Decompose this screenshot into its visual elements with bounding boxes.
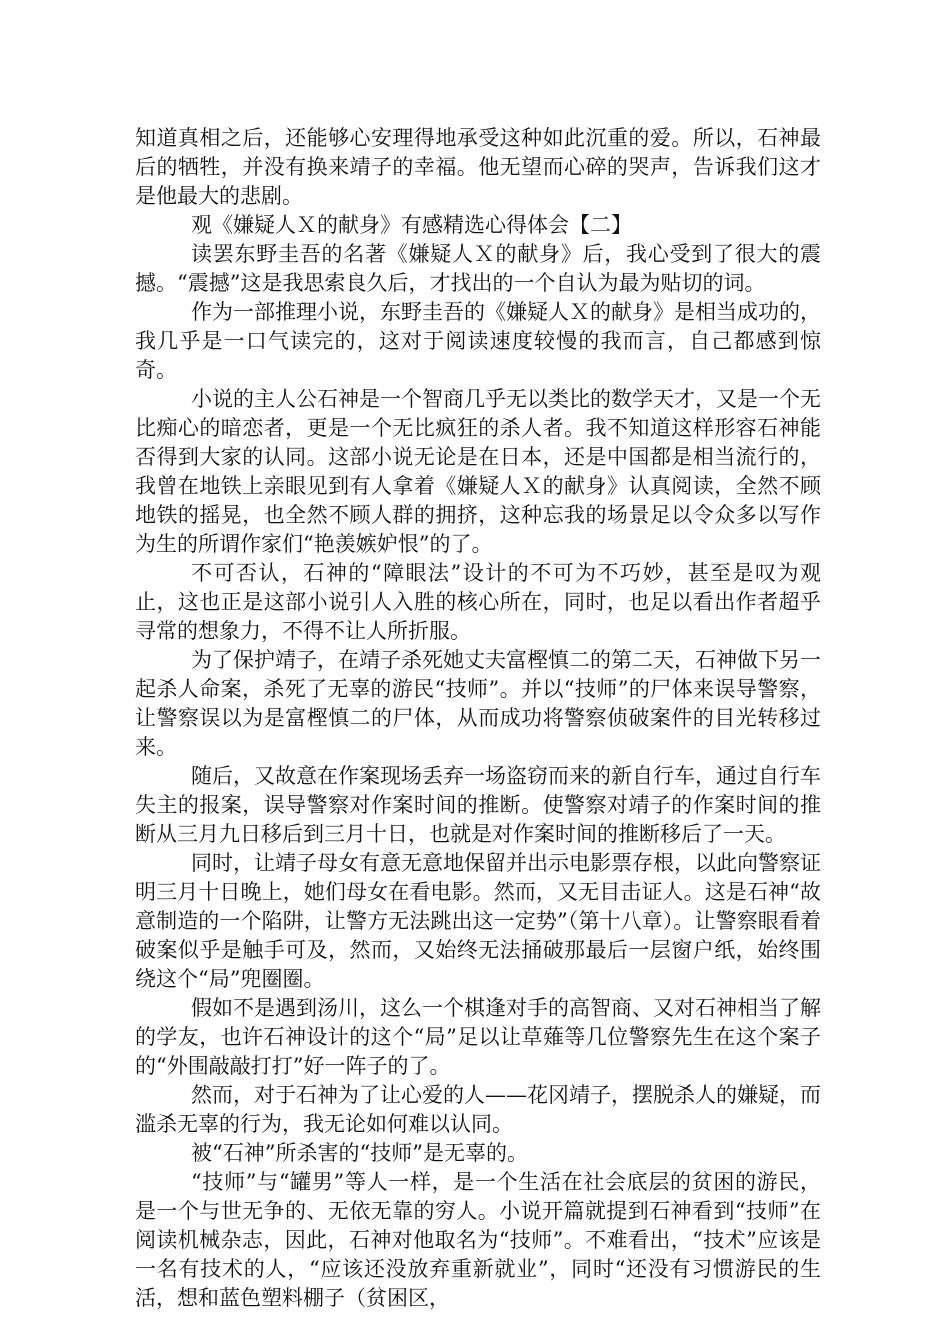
section-heading: 观《嫌疑人Ｘ的献身》有感精选心得体会【二】 bbox=[191, 213, 632, 237]
paragraph-13: “技师”与“罐男”等人一样，是一个生活在社会底层的贫困的游民，是一个与世无争的、无依无靠的穷人。小说开篇就提到石神看到“技师”在阅读机械杂志，因此，石神对他取名为“技师”。不难看出，“技术”应该是一名有技术的人，“应该还没放弃重新就业”，同时“还没有习惯游民的生活，想和蓝色塑料棚子（贫困区， bbox=[135, 1170, 821, 1310]
paragraph-4: 作为一部推理小说，东野圭吾的《嫌疑人Ｘ的献身》是相当成功的，我几乎是一口气读完的，这对于阅读速度较慢的我而言，自己都感到惊奇。 bbox=[135, 300, 821, 382]
paragraph-10: 假如不是遇到汤川，这么一个棋逢对手的高智商、又对石神相当了解的学友，也许石神设计的这个“局”足以让草薙等几位警察先生在这个案子的“外围敲敲打打”好一阵子的了。 bbox=[135, 996, 821, 1078]
paragraph-8: 随后，又故意在作案现场丢弃一场盗窃而来的新自行车，通过自行车失主的报案，误导警察对作案时间的推断。使警察对靖子的作案时间的推断从三月九日移后到三月十日，也就是对作案时间的推断移后了一天。 bbox=[135, 764, 821, 846]
paragraph-11: 然而，对于石神为了让心爱的人——花冈靖子，摆脱杀人的嫌疑，而滥杀无辜的行为，我无论如何难以认同。 bbox=[135, 1083, 821, 1136]
paragraph-1: 知道真相之后，还能够心安理得地承受这种如此沉重的爱。所以，石神最后的牺牲，并没有换来靖子的幸福。他无望而心碎的哭声，告诉我们这才是他最大的悲剧。 bbox=[135, 126, 821, 208]
paragraph-7: 为了保护靖子，在靖子杀死她丈夫富樫慎二的第二天，石神做下另一起杀人命案，杀死了无辜的游民“技师”。并以“技师”的尸体来误导警察，让警察误以为是富樫慎二的尸体，从而成功将警察侦破案件的目光转移过来。 bbox=[135, 648, 821, 759]
paragraph-6: 不可否认，石神的“障眼法”设计的不可为不巧妙，甚至是叹为观止，这也正是这部小说引人入胜的核心所在，同时，也足以看出作者超乎寻常的想象力，不得不让人所折服。 bbox=[135, 561, 821, 643]
paragraph-5: 小说的主人公石神是一个智商几乎无以类比的数学天才，又是一个无比痴心的暗恋者，更是一个无比疯狂的杀人者。我不知道这样形容石神能否得到大家的认同。这部小说无论是在日本，还是中国都是相当流行的，我曾在地铁上亲眼见到有人拿着《嫌疑人Ｘ的献身》认真阅读，全然不顾地铁的摇晃，也全然不顾人群的拥挤，这种忘我的场景足以令众多以写作为生的所谓作家们“艳羡嫉妒恨”的了。 bbox=[135, 387, 821, 556]
paragraph-3: 读罢东野圭吾的名著《嫌疑人Ｘ的献身》后，我心受到了很大的震撼。“震撼”这是我思索良久后，才找出的一个自认为最为贴切的词。 bbox=[135, 242, 821, 295]
paragraph-12: 被“石神”所杀害的“技师”是无辜的。 bbox=[191, 1141, 528, 1165]
paragraph-9: 同时，让靖子母女有意无意地保留并出示电影票存根，以此向警察证明三月十日晚上，她们母女在看电影。然而，又无目击证人。这是石神“故意制造的一个陷阱，让警方无法跳出这一定势”（第十八章）。让警察眼看着破案似乎是触手可及，然而，又始终无法捅破那最后一层窗户纸，始终围绕这个“局”兜圈圈。 bbox=[135, 851, 821, 991]
document-body bbox=[135, 124, 821, 1313]
